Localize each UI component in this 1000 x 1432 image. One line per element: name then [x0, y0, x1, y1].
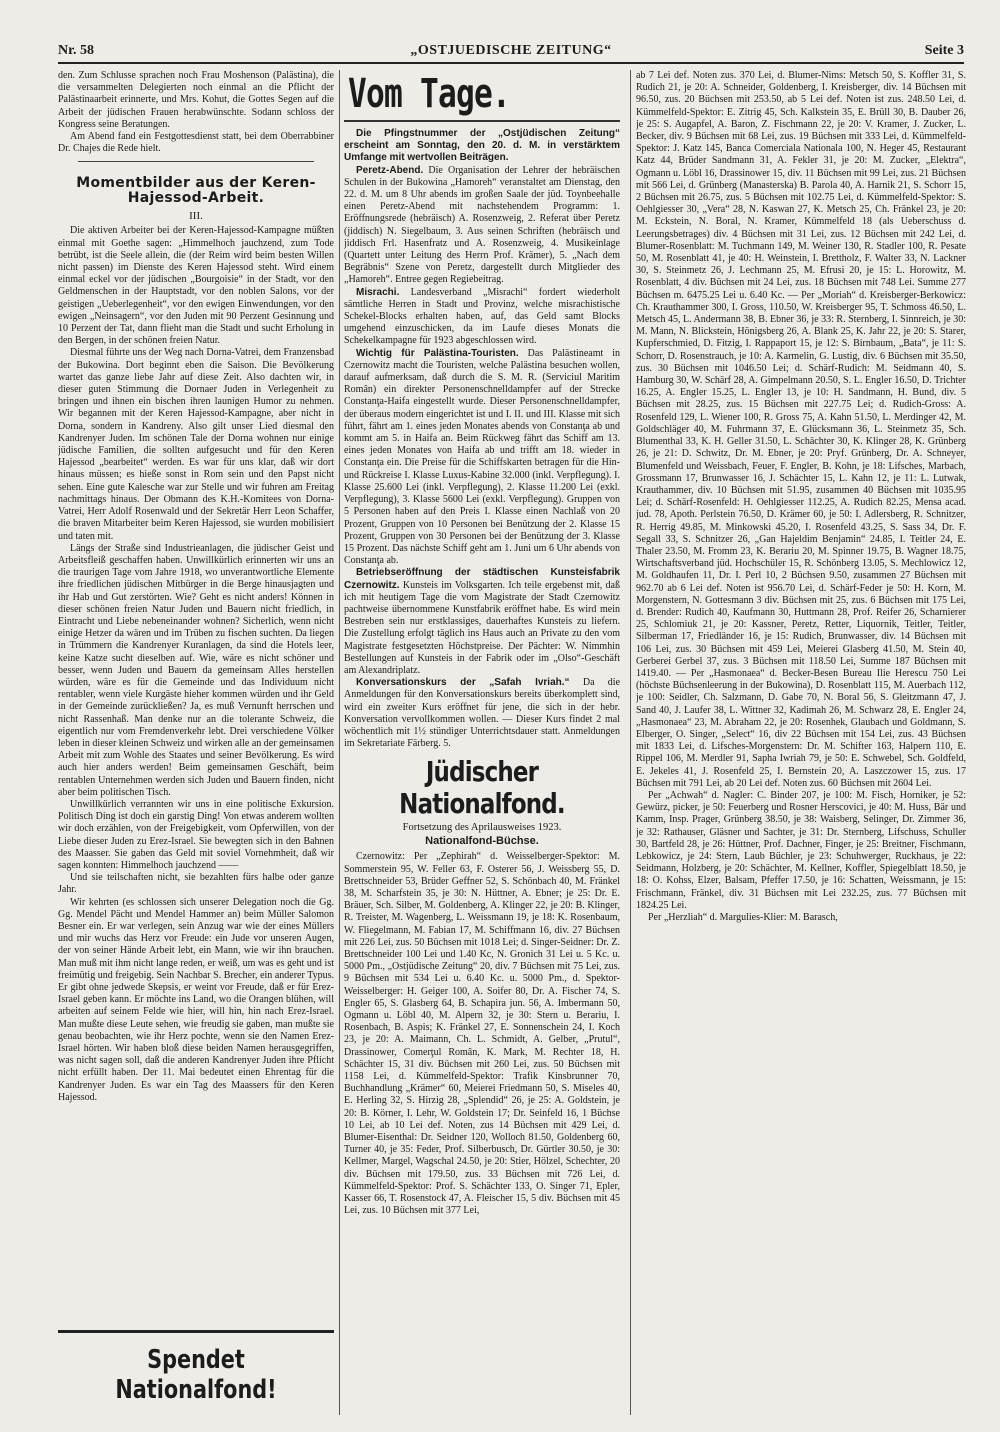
news-item [344, 287, 620, 348]
news-lead: Die Pfingstnummer der „Ostjüdischen Zeitung“ erscheint am Sonntag, den 20. d. M. in verstärktem Umfange mit wertvollen Beiträgen. [344, 128, 620, 164]
column-rule-1 [339, 70, 340, 1415]
donation-list: Per „Herzliah“ d. Margulies-Klier: M. Barasch, [648, 912, 838, 924]
donation-list: ab 7 Lei def. Noten zus. 370 Lei, d. Blumer-Nims: Metsch 50, S. Koffler 31, S. Rudich 21, je 20: A. Schneider, Goldenberg, I. Kreisberger, div. 14 Büchsen mit 96.50, zus. 20 Büchsen mit 253.50, ab 5 Lei def. Noten ist zus. 248.50 Lei, d. Kümmelfeld-Spektor: E. Zitrig 45, Sch. Kalkstein 35, E. Brüll 30, B. Dauber 26, je 25: S. Augapfel, A. Baron, Z. Fischmann 22, je 20: V. Kramer, J. Zucker, L. Becker, div. 9 Büchsen mit 68 Lei, zus. 19 Büchsen mit 333 Lei, d. Kümmelfeld-Spektor: J. Katz 145, Banca Comerciala Nationala 100, N. Heger 45, Restaurant Katz 44, Brüder Sandmann 31, A. Fekler 31, je 20: M. Zucker, „Elektra“, Ogmann u. Löbl 16, Drassinower 15, div. 11 Büchsen mit 99 Lei, zus. 21 Büchsen mit 566 Lei, d. Grünberg (Manasterska) B. Parola 40, A. Harnik 21, S. Schorr 15, 2 Büchsen mit 26.75, zus. 5 Büchsen mit 102.75 Lei, d. Kümmelfeld-Spektor: S. Oehlgiesser 30, „Vera“ 28, N. Kaswan 27, K. Metsch 25, Ch. Fränkel 23, je 20: M. Eckstein, N. Boral, N. Kramer, Kümmelfeld 18 (als Ueberschuss d. Leerungsbetrages) div. 4 Büchsen mit 31 Lei, zus. 12 Büchsen mit 242 Lei, d. Blumer-Rosenblatt: M. Tuchmann 149, M. Weiner 130, R. Stadler 100, R. Pesate 50, M. Rosenblatt 41, je 40: H. Weinstein, I. Brettholz, F. Walter 33, N. Lackner 30, S. Steinmetz 26, J. Lechmann 25, M. Efrusi 20, je 15: L. Horowitz, M. Rosenblatt, 4 div. Büchsen mit 24 Lei, zus. 18 Büchsen mit 748 Lei. Summe 277 Büchsen m. 6475.25 Lei u. 6.40 Kc. — Per „Moriah“ d. Kreisberger-Berkowicz: Ch. Krauthammer 300, I. Gross, 110.50, W. Kreisberger 95, T. Schmoss 46.50, L. Metsch 45, L. Andermann 38, B. Ebner 36, je 33: R. Sternberg, I. Sinnreich, je 30: M. Mann, N. Blickstein, Hönigsberg 26, A. Blank 25, K. Jahr 22, je 20: S. Starer, Kupferschmied, D. Fitzig, I. Rappaport 15, je 12: S. Birnbaum, „Bata“, je 11: S. Schorr, D. Rosenstrauch, je 10: A. Karmelin, G. Lustig, div. 6 Büchsen mit 35.50, zus. 30 Büchsen mit 1046.50 Lei; d. Schärf-Rudich: M. Seidmann 40, S. Hamburg 30, W. Schärf 28, A. Gimpelmann 20.50, S. L. Engler 16.50, D. Trichter 16.25, A. Engler 15.25, L. Engler 13, je 10: H. Sandmann, H. Bund, div. 5 Büchsen mit 28.25, zus. 15 Büchsen mit 227.75 Lei; d. Rudich-Gross: A. Rosenfeld 129, L. Wiener 100, R. Gross 75, A. Kahn 51.50, L. Merdinger 42, M. Goldschläger 40, M. Fuhrmann 37, E. Glücksmann 36, L. Steinmetz 35, Sch. Blumenthal 33, K. H. Geller 31.50, L. Schächter 30, K. Klinger 28, K. Grünberg 26, je 21: D. Schwitz, Dr. M. Ebner, je 20: Pryf. Grünberg, Dr. A. Schneyer, Blumenfeld und Weissbach, Feuer, F. Engler, B. Kohn, je 18: Lifsches, Marbach, Grossmann 17, Brunwasser 16, J. Schächter 15, L. Kahn 12, je 11: L. Lutwak, Krauthammer, div. 10 Büchsen mit 51.95, zusammen 40 Büchsen mit 1035.95 Lei; d. Schärf-Rosenfeld: H. Oehlgiesser 112.25, A. Rudich 82.25, Mensa acad. jud. 78, Apoth. Perlstein 76.50, D. Krämer 60, je 50: I. Adlersberg, R. Schnitzer, R. Herrig 49.85, M. Minkowski 45.20, I. Rosenfeld 43.25, S. Sass 34, Dr. F. Segall 33, S. Schnitzer 26, „Gan Hajeldim Benjamin“ 24.85, I. Teitler 24, E. Thaler 23.50, M. Fromm 23, K. Berariu 20, M. Spinner 19.75, B. Wagner 18.75, Wirtschaftsverband jüd. Hochschüler 15, R. Schönberg 13.05, S. Mechlowicz 12, M. Goldhaufen 11, Dr. I. Perl 10, 2 Büchsen 9.50, zusammen 27 Büchsen mit 962.70 ab 6 Lei def. Noten ist 956.70 Lei, d. Schärf-Feder je 50: H. Korn, M. Morgenstern, N. Gottesmann 3 div. Büchsen mit 25, zus. 6 Büchsen mit 175 Lei, d. Brender: Rudich 40, Kaufmann 30, Huttmann 28, Prof. Reifer 26, Scharnierer 25, Schlomiuk 21, je 20: Kassner, Peretz, Retter, Liquornik, Teitler, Teitler, Silberman 17, Friedländer 16, je 15: Rudich, Brunwasser, div. 14 Büchsen mit 106 Lei, zus. 30 Büchsen mit 459 Lei, Meierei Glasberg 41.50, M. Stein 40, Gerberei Gerbel 37, zus. 3 Büchsen mit 118.50 Lei, Summe 187 Büchsen mit 1419.40. — Per „Hasmonaea“ d. Becker-Besen Bureau Ilie Herescu 750 Lei (höchste Büchsenleerung in der Bukowina), D. Rosenblatt 115, M. Auerbach 112, je 100: Seidler, Ch. Salzmann, D. Gabe 70, N. Boral 56, S. Gleitzmann 47, J. Sand 40, J. Laufer 38, L. Wittner 32, Kadimah 26, M. Schwarz 28, E. Engler 24, „Hasmonaea“ 23, M. Abraham 22, je 20: Rosenhek, Glaubach und Goldmann, S. Elberger, O. Singer, „Select“ 16, div 22 Büchsen mit 154 Lei, zus. 43 Büchsen mit 1833 Lei, d. Lifsches-Morgenstern: Dr. M. Schifter 163, Halpern 110, E. Rippel 106, M. Merdler 91, Sapha Iwriah 79, je 50: E. Schwebel, Sch. Goldfeld, E. Jekeles 41, J. Rosenfeld 25, I. Bernstein 20, A. Laszczower 15, zus. 17 Büchsen mit 791 Lei, ab 20 Lei def. Noten zus. 60 Büchsen mit 2604 Lei. [636, 70, 966, 789]
news-lead: Wichtig für Palästina-Touristen. [356, 347, 519, 359]
nationalfond-subtitle: Fortsetzung des Aprilausweises 1923. [402, 822, 562, 834]
article-paragraph: Unwillkürlich verrannten wir uns in eine politische Exkursion. Politisch Ding ist doch ein garstig Ding! Von etwas anderem wollten wir doch erzählen, von der Freigebigkeit, vom Opferwillen, von der Liebe dieser Juden zu Erez-Israel. Sie bewegten sich in den Bahnen des Maasser. Sie gaben das Geld mit soviel Vornehmheit, daß wir sagen konnten: Himmelhoch jauchzend —— [58, 798, 334, 871]
column-right [636, 70, 966, 1415]
intro-paragraph: den. Zum Schlusse sprachen noch Frau Moshenson (Palästina), die die versammelten Delegierten noch einmal an die Pflicht der Palästinaarbeit erinnerte, und Mrs. Kohut, die Gottes Segen auf die Arbeit der jüdischen Frauen herabwünschte. Sodann schloss der Kongress seine Beratungen. [58, 70, 334, 130]
page-number: Seite 3 [924, 43, 964, 58]
nationalfond-heading: Nationalfond-Büchse. [425, 835, 539, 848]
news-item [344, 348, 620, 568]
page-header [58, 40, 964, 64]
issue-number: Nr. 58 [58, 43, 95, 58]
article-heading-momentbilder: Momentbilder aus der Keren-Hajessod-Arbeit. [76, 175, 316, 207]
news-item [344, 165, 620, 287]
news-body: Das Palästineamt in Czernowitz macht die Touristen, welche Palästina besuchen wollen, darauf aufmerksam, daß durch die S. M. R. (Serviciul Maritim Român) ein direkter Personenschnelldampfer auf der Strecke Constanţa-Haifa eingestellt wurde. Dieser Personenschnelldampfer, der überaus modern eingerichtet ist und I. II. und III. Klasse mit sich führt, fährt am 1. eines jeden Monates abends von Constanţa ab und kommt am 5. in Haifa an. Beim Rückweg fährt das Schiff am 13. eines jeden Monates von Haifa ab und trifft am 18. wieder in Constanţa ein. Die Preise für die Schiffskarten betragen für die Hin- und Rückreise I. Klasse Luxus-Kabine 32.000 (inkl. Verpflegung). I. Klasse 25.600 Lei (inkl. Verpflegung), 2. Klasse 11.200 Lei (exkl. Verpflegung), 3. Klasse 5600 Lei (exkl. Verpflegung). Gruppen von 5 Personen haben auf den Preis I. Klasse einen Nachlaß von 20 Prozent, Gruppen von 10 Personen bei Benützung der 2. Klasse 15 Prozent, Gruppen von 30 Personen bei der Benützung der 3. Klasse 15 Prozent. Das nächste Schiff geht am 1. Juni um 6 Uhr abends von Constanţa ab. [344, 347, 620, 567]
column-middle [344, 70, 620, 1415]
donation-list: Per „Achwah“ d. Nagler: C. Binder 207, je 100: M. Fisch, Horniker, je 52: Gewürz, picker, je 50: Feuerberg und Rosner Herscovici, je 40: M. Huss, Bär und Kamm, Insp. Prager, Grünberg 38.50, je 38: Waisberg, Selinger, Dr. Zimmer 36, je 32: Rathauser, Gläsner und Sachter, je 31: Dr. Sternberg, Lifschuss, Schuller 30, Bartfeld 28, je 26: Hüttner, Prof. Dachner, Finger, je 25: Breitner, Fischmann, Lebkowicz, je 24: Stern, Laub Büchler, je 23: Schuhwerger, Ruckhaus, je 22: Seidmann, Holzberg, je 20: Schächter, M. Kellner, Koffler, Spiegelblatt 18.50, je 18: O. Kohss, Elzer, Balsam, Pfeffer 17.50, je 16: Schatten, Weissmann, je 15: Frischmann, Fränkel, div. 31 Büchsen mit Lei 232.25, zus. 77 Büchsen mit 1824.25 Lei. [636, 789, 966, 911]
bottom-rule [58, 1330, 334, 1333]
article-paragraph: Wir kehrten (es schlossen sich unserer Delegation noch die Gg. Gg. Mendel Pächt und Mendel Hammer an) beim Müller Salomon Besner ein. Er war verlegen, sein Anzug war wie der eines Müllers und mir wuchs das Herz vor Freude: ein Jude vor unseren Augen, der von seiner Hände Arbeit lebt, ein Mann, wie wir ihn brauchen. Man muß mit ihm nicht lange reden, er weiß, um was es geht und ist freimütig und freigebig. Sein Nachbar S. Brecher, ein anderer Typus. Er gibt ohne jedwede Skepsis, er weint vor Freude, daß er für Erez-Israel geben kann. Er möchte ins Land, wo die Orangen blühen, will arbeiten auf seinem Felde wie hier, will hin, hin nach Erez-Israel. Man mußte diese Leute sehen, wie freudig sie gaben, man mußte sie genau beobachten, wie ihr Herz pochte, wenn sie den Namen Erez-Israel hörten. Wir haben bloß diese beiden Namen herausgegriffen, was nicht sagen soll, daß die anderen Kandrenyer Juden ihre Pflicht nicht erfüllt haben. Der 11. Mai bedeutet einen Ehrentag für die Kandrenyer Juden. Es war ein Tag des Maassers für den Keren Hajessod. [58, 896, 334, 1103]
column-left [58, 70, 334, 1415]
news-body: Landesverband „Misrachi“ fordert wiederholt sämtliche Herren in Stadt und Provinz, welche misrachistische Schekel-Blocks erhalten haben, auf, das Geld samt Blocks umgehend einzuschicken, da im Laufe dieses Monats die Schekelkampagne für 1923 abgeschlossen wird. [344, 286, 620, 347]
news-item [344, 128, 620, 165]
news-lead: Betriebseröffnung der städtischen Kunsteisfabrik Czernowitz. [344, 567, 620, 591]
column-rule-2 [630, 70, 631, 1415]
news-lead: Misrachi. [356, 286, 400, 298]
news-body: Kunsteis im Volksgarten. Ich teile ergebenst mit, daß ich mit heutigem Tage die vom Magistrate der Stadt Czernowitz pachtweise übernommene Kunstfabrik eröffnet habe. Es wird mein Bestreben sein nur erstklassiges, dauerhaftes Kunsteis zu liefern. Die Zustellung erfolgt täglich ins Haus auch an Private zu den vom Magistrate festgesetzten Höchstpreise. Der Pächter: W. Nimmhin Bestellungen auf Kunsteis in der Fabrik oder im „Olso“-Geschäft am Alexandriplatz. [344, 579, 620, 676]
donation-list: Czernowitz: Per „Zephirah“ d. Weisselberger-Spektor: M. Sommerstein 95, W. Feller 63, F. Osterer 56, J. Weissberg 55, D. Brettschneider 53, Brüder Geffner 52, S. Schönbach 40, M. Fränkel 38, M. Scharfstein 35, je 30: N. Hüttner, A. Ebner; je 25: Dr. E. Bräuer, Sch. Silber, M. Goldenberg, A. Klinger 22, je 20: B. Klinger, R. Treister, M. Wagenberg, L. Weissmann 19, je 18: K. Rosenbaum, W. Fliegelmann, M. Fabian 17, M. Schiffmann 16, div. 27 Büchsen mit 226 Lei, zus. 50 Büchsen mit 1018 Lei; d. Singer-Seidner: Dr. Z. Brettschneider 100 Lei und 1.40 Kc, N. Gronich 31 Lei u. 5 Kc. u. 5000 Pm., „Ostjüdische Zeitung“ 20, div. 7 Büchsen mit 75 Lei, zus. 9 Büchsen mit 534 Lei u. 6.40 Kc. u. 5000 Pm., d. Spektor-Weisselberger: H. Geiger 100, A. Soifer 80, Dr. A. Fischer 74, S. Engler 65, S. Glasberg 64, B. Schapira jun. 56, A. Imbermann 50, Ogmann u. Löbl 40, M. Alpern 32, je 30: Stern u. Berariu, I. Rosenbach, B. Aspis; K. Fränkel 27, E. Sonnenschein 24, I. Koch 23, je 20: A. Maimann, Ch. L. Schmidt, A. Gelber, „Prutul“, Drassinower, Comerţul Român, K. Mark, M. Rechter 18, H. Schächter 15, 31 div. Büchsen mit 260 Lei, zus. 50 Büchsen mit 1158 Lei, d. Kümmelfeld-Spektor: Trafik Kinsbrunner 70, Buchhandlung „Krämer“ 60, Meierei Friedmann 50, S. Miseles 40, E. Herling 32, S. Hirzig 28, „Splendid“ 26, je 25: A. Goldstein, je 20: B. Körner, I. Lehr, W. Goldstein 17; Dr. Seinfeld 16, 1 Büchse 10 Lei, ab 10 Lei def. Noten, zus 14 Büchsen mit 429 Lei, d. Blumer-Eisenthal: Dr. Seidner 120, Wolloch 81.50, Goldenberg 60, Turner 40, je 35: Feder, Prof. Silberbusch, Dr. Gürtler 30.50, je 30: Kellmer, Margel, Wagschal 24.50, je 20: Stier, Hölzel, Schechter, 20 div. Büchsen mit 179.50, zus. 33 Büchsen mit 726 Lei, d. Kümmelfeld-Spektor: Prof. S. Schächter 133, O. Singer 71, Epler, Kasser 66, T. Rosenstock 47, A. Fleischer 15, 5 div. Büchsen mit 45 Lei, zus. 10 Büchsen mit 377 Lei, [344, 851, 620, 1217]
newspaper-title: „OSTJUEDISCHE ZEITUNG“ [410, 43, 612, 58]
news-item [344, 567, 620, 677]
news-item [344, 677, 620, 750]
article-paragraph: Und sie teilschaften nicht, sie bezahlten fürs halbe oder ganze Jahr. [58, 872, 334, 896]
article-paragraph: Diesmal führte uns der Weg nach Dorna-Vatrei, dem Franzensbad der Bukowina. Dort beginnt eben die Saison. Die Bevölkerung wartet das ganze liebe Jahr auf diese Zeit. Also dachten wir, in dieser guten Stimmung die Dornaer Juden in Verlegenheit zu bringen und ihnen ein bischen ihren launigen Humor zu nehmen. Wir begannen mit der Keren Hajessod-Kampagne, aber nicht in Dorna, sondern in Kandreny. Also gilt unser Lied diesmal den Kandrenyer Juden. Im schönen Tale der Dorna wohnen nur einige jüdische Familien, die sollten aufgesucht und für den Keren Hajessod „bearbeitet“ werden. Es war für uns klar, daß wir dort hinaus müssen; es hieße sonst in Rom sein und den Papst nicht sehen. Eine gute Kalesche war zur Stelle und wir fuhren am Freitag nachmittags hinaus. Der Obmann des K.H.-Komitees von Dorna-Vatrei, Herr Adolf Rosenwald und der Sekretär Herr Leon Schaffer, die braven Mitarbeiter beim Keren Hajessod, sie wurden mobilisiert und taten mit. [58, 347, 334, 542]
news-body: Die Organisation der Lehrer der hebräischen Schulen in der Bukowina „Hamoreh“ veranstaltet am Dienstag, den 22. d. M. um 8 Uhr abends im großen Saale der jüd. Toynbeehalle einen Peretz-Abend mit nachstehendem Programm: 1. Eröffnungsrede (hebräisch) A. Rosenzweig, 2. Referat über Peretz (jiddisch) N. Siegelbaum, 3. Aus seinen Schriften (hebräisch und jiddisch Frl. Hasenfratz und A. Rosenzweig, 4. Musikeinlage (Quartett unter Leitung des Herrn Prof. Krämer), 5. „Nach dem Begräbnis“ Szene von Peretz, dargestellt durch Mitglieder des „Hamoreh“. Entree gegen Regiebeitrag. [344, 164, 620, 286]
nationalfond-title: Jüdischer Nationalfond. [399, 755, 565, 821]
news-body: Da die Anmeldungen für den Konversationskurs bereits überkomplett sind, wird ein zweiter Kurs eröffnet für jene, die sich in der hebr. Konversation vervollkommen wollen. — Dieser Kurs findet 2 mal wöchentlich mit 1½ stündiger Unterrichtsdauer statt. Anmeldungen im Sekretariate Färberg. 5. [344, 677, 620, 750]
section-separator [78, 161, 314, 162]
intro-paragraph-2: Am Abend fand ein Festgottesdienst statt, bei dem Oberrabbiner Dr. Chajes die Rede hielt. [58, 131, 334, 155]
article-paragraph: Die aktiven Arbeiter bei der Keren-Hajessod-Kampagne müßten einmal mit Goethe sagen: „Himmelhoch jauchzend, zum Tode betrübt, ist die Seele allein, die (der Reim wird beim besten Willen nicht passen) im Dienste des Keren Hajessod steht. Wird einem einmal eckel vor der jüdischen „Bourgoisie“ in der Stadt, vor den Geldmenschen in der Hauptstadt, vor den noblen Salons, vor der geistigen „Ueberlegenheit“, vor den ewigen Einwendungen, vor den ewigen „Neinsagern“, vor den Juden mit 90 Perzent Gesinnung und 10 Perzent der Tat, dann flieht man die Stadt und sucht Erholung in den Bergen, in der schönen freien Natur. [58, 225, 334, 347]
title-rule [344, 120, 620, 122]
vom-tage-title: Vom Tage. [348, 71, 511, 117]
spendet-slogan: Spendet Nationalfond! [115, 1345, 277, 1405]
news-lead: Peretz-Abend. [356, 164, 424, 176]
news-lead: Konversationskurs der „Safah Ivriah.“ [356, 677, 570, 689]
article-paragraph: Längs der Straße sind Industrieanlagen, die jüdischer Geist und Arbeitsfleiß geschaffen haben. Unwillkürlich erinnerten wir uns an die traurigen Tage vom Jahre 1918, wo unverantwortliche Elemente ihre friedlichen jüdischen Mitbürger in die Berge hinausjagten und ihr Hab und Gut zerstörten. Wie? Geht es nicht anders! Können in dieser schönen freien Natur Juden und Bauern nicht friedlich, in Eintracht und Liebe nebeneinander wohnen? Sicherlich, wenn nicht einige Hetzer da wären und im Trüben zu fischen suchten. Da liegen in Trümmern die Kandrenyer Kuranlagen, da sind die Hotels leer, keine Katze sucht dieselben auf. Wie, wäre es nicht schöner und besser, wenn Juden und Bauern da gemeinsam Alles herstellen würden, wäre es für die Gemeinde und das Individuum nicht rentabler, wenn viele Kurgäste hieher kommen würden und ihr Geld in der Gemeinde zurückließen? Ja, es muß Vernunft herrschen und nicht Rassenhaß. Man denke nur an die tolerante Schweiz, die eigentlich nur vom Fremdenverkehr lebt. Drei verschiedene Völker leben in dieser kleinen Schweiz und wirken alle an der gemeinsamen Arbeit mit zum Wohle des Staates und seiner Bevölkerung. Es wird auch hier anders werden! Beim gemeinsamen Geschäft, beim rentablen Unternehmen werden sich Juden und Bauern finden, nicht aber beim politischen Tisch. [58, 542, 334, 798]
article-part-number: III. [189, 210, 203, 223]
